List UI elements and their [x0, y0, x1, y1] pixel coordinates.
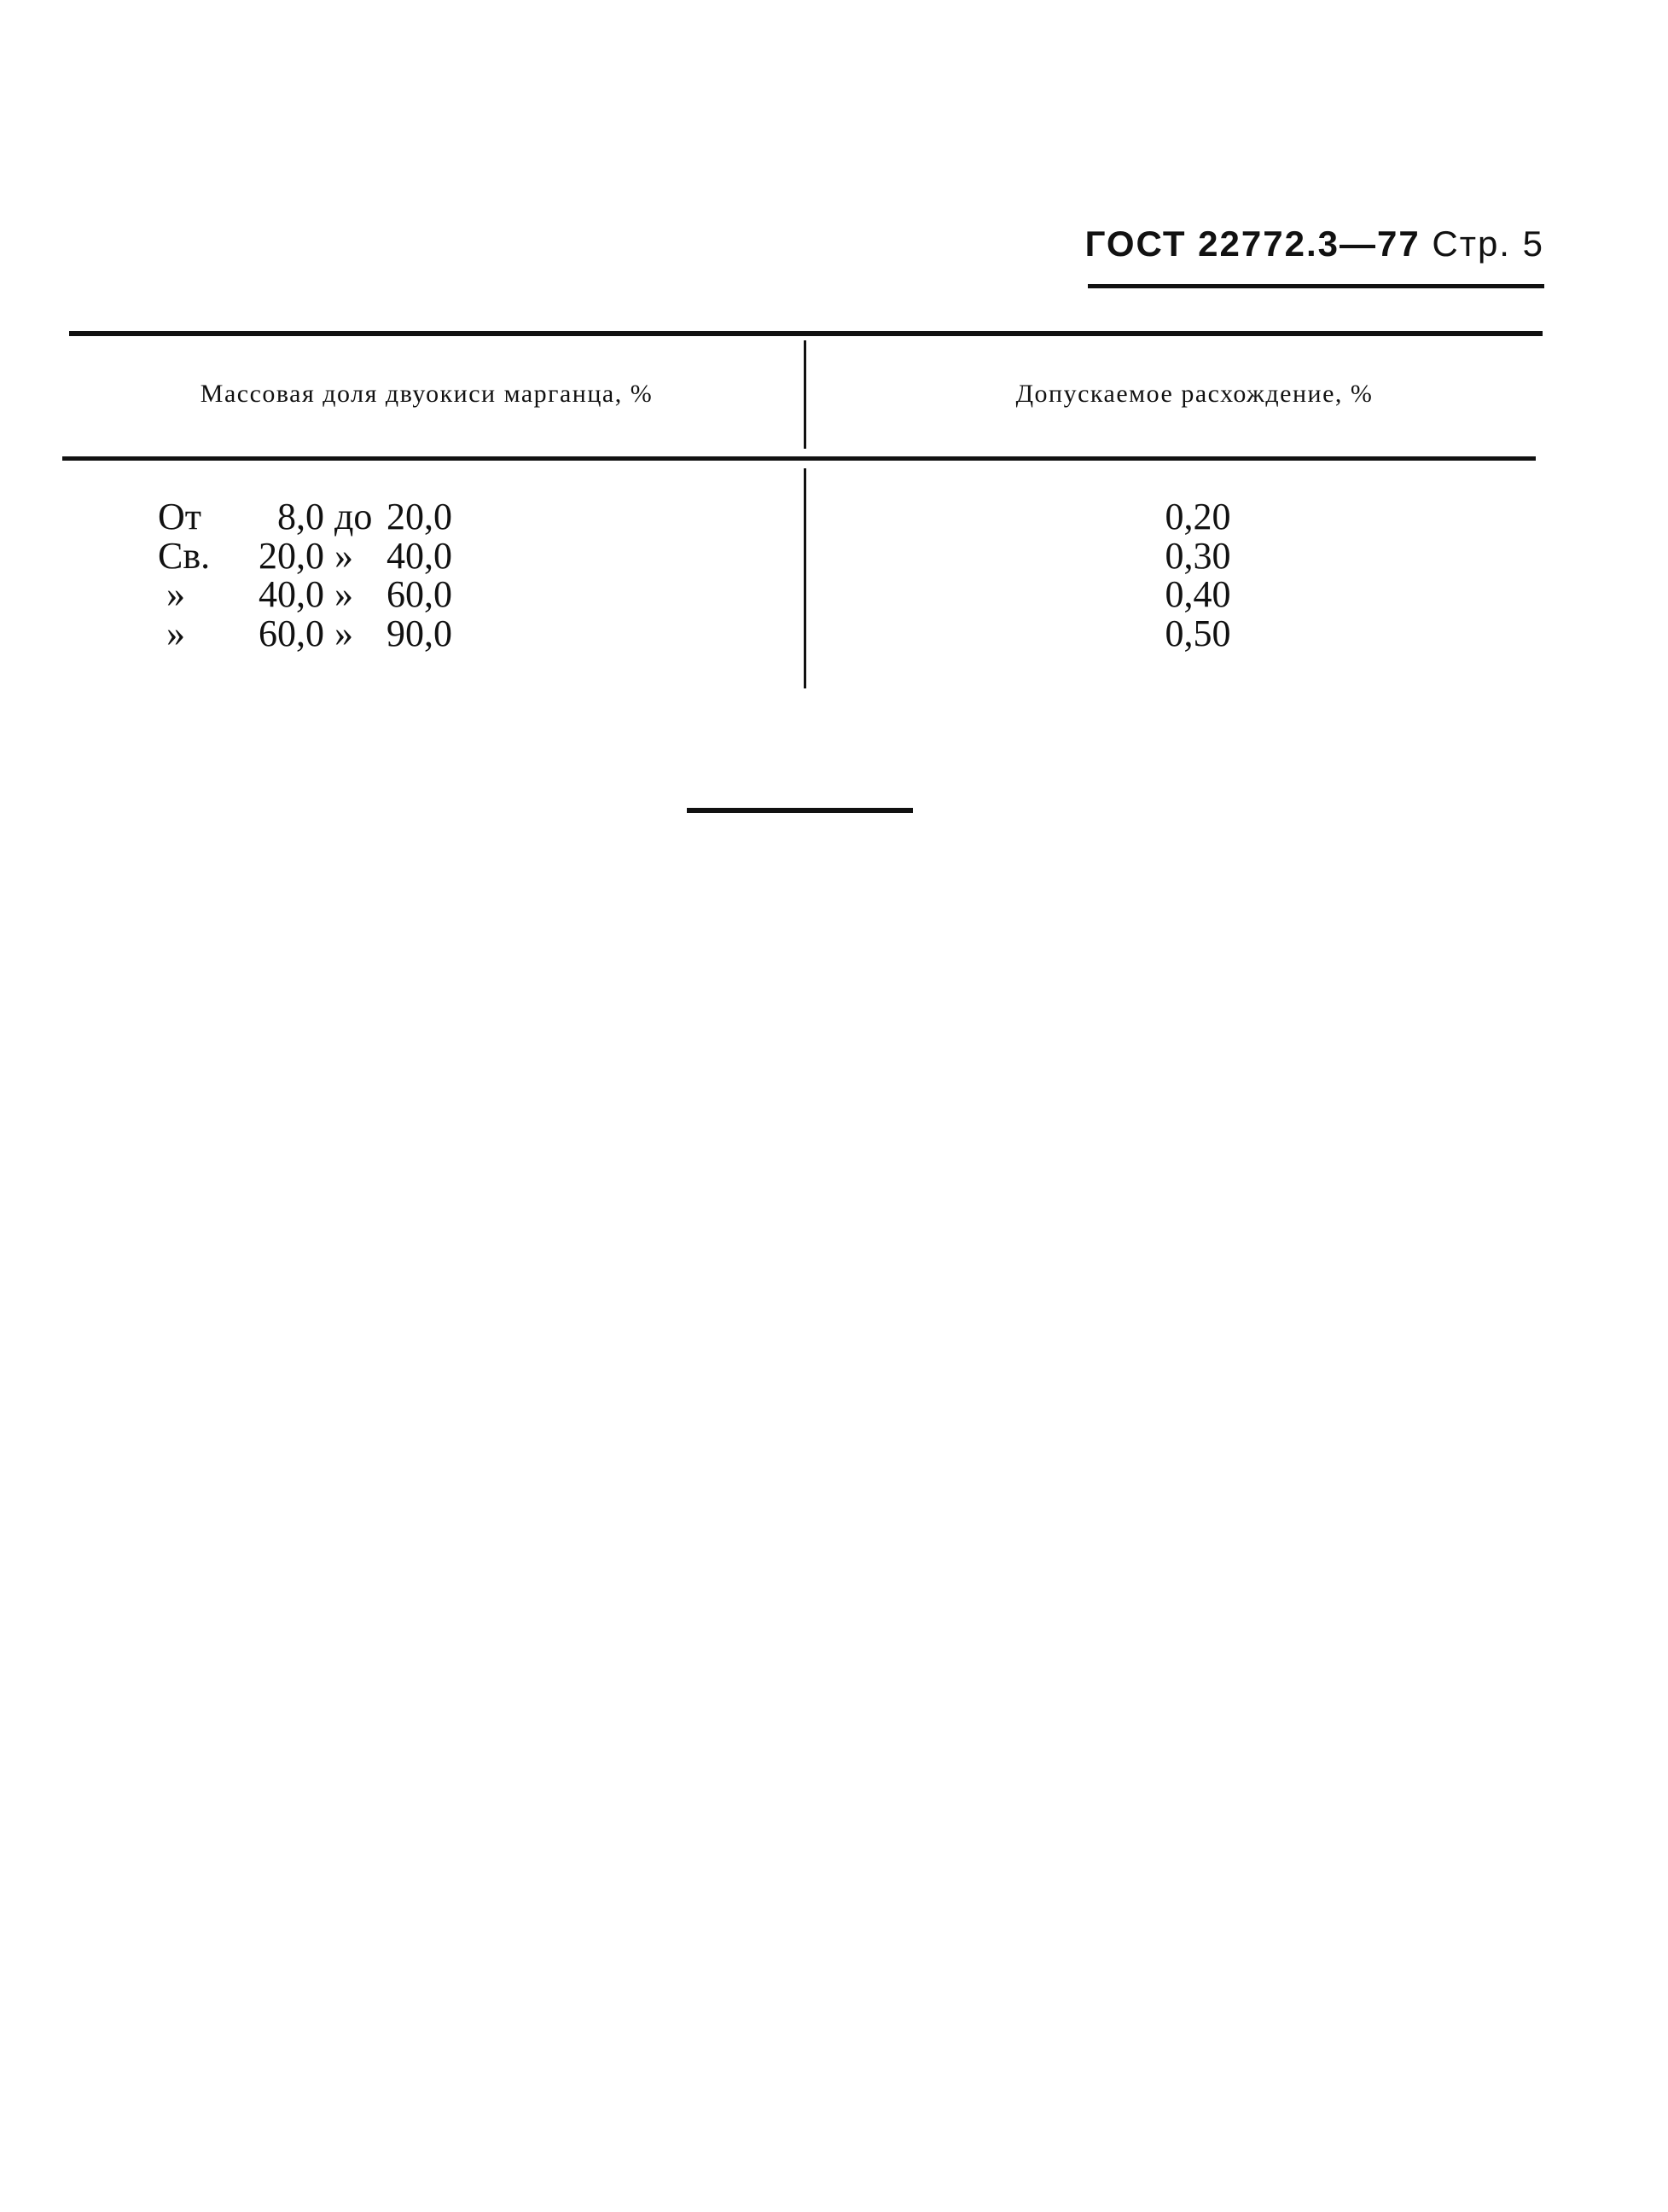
table-top-rule	[69, 331, 1543, 336]
column-header-mass-fraction: Массовая доля двуокиси марганца, %	[200, 380, 654, 408]
header-underline	[1088, 284, 1544, 288]
header-column-divider	[804, 340, 806, 449]
range-to: 90,0	[386, 613, 452, 654]
page-number: Стр. 5	[1432, 224, 1544, 264]
tolerance-value: 0,20	[1165, 496, 1231, 537]
tolerance-value: 0,30	[1165, 535, 1231, 577]
standard-number: ГОСТ 22772.3—77	[1084, 224, 1421, 264]
tolerance-value: 0,50	[1165, 613, 1231, 654]
range-prefix: Св.	[158, 535, 211, 577]
range-word: »	[334, 613, 353, 654]
range-to: 40,0	[386, 535, 452, 577]
range-word: »	[334, 573, 353, 615]
range-word: до	[334, 496, 373, 537]
tolerance-value: 0,40	[1165, 573, 1231, 615]
range-word: »	[334, 535, 353, 577]
range-prefix: От	[158, 496, 202, 537]
range-from: 60,0	[259, 613, 324, 654]
range-prefix: »	[166, 573, 185, 615]
range-to: 20,0	[386, 496, 452, 537]
range-from: 40,0	[259, 573, 324, 615]
range-from: 20,0	[259, 535, 324, 577]
end-of-section-rule	[687, 808, 913, 813]
range-from: 8,0	[277, 496, 324, 537]
body-column-divider	[804, 468, 806, 688]
column-header-tolerance: Допускаемое расхождение, %	[1015, 380, 1374, 408]
range-prefix: »	[166, 613, 185, 654]
header-bottom-rule	[62, 456, 1536, 461]
range-to: 60,0	[386, 573, 452, 615]
page-header	[1084, 224, 1544, 264]
